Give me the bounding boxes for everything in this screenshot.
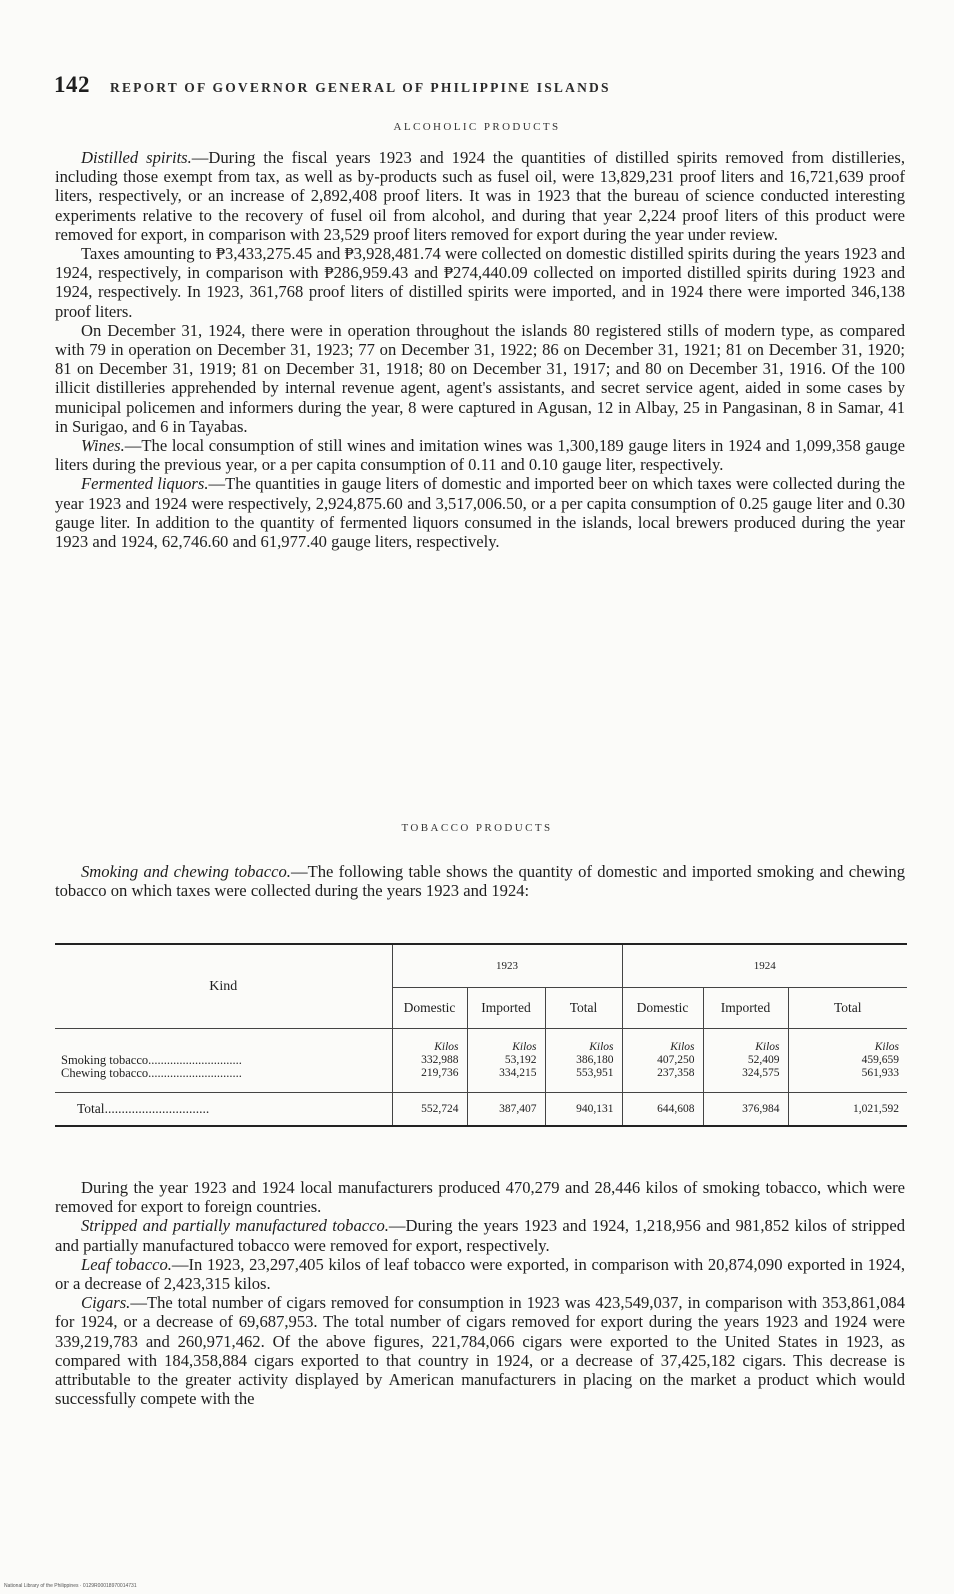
units-row bbox=[55, 1029, 907, 1055]
tobacco-section-body bbox=[55, 1178, 905, 1408]
unit-label: Kilos bbox=[788, 1029, 907, 1055]
column-header-year-1923: 1923 bbox=[392, 945, 622, 988]
column-header-imported: Imported bbox=[467, 988, 545, 1029]
table-cell bbox=[55, 1029, 392, 1055]
paragraph-smoking-chewing bbox=[55, 862, 905, 900]
run-in-heading: Cigars. bbox=[81, 1293, 131, 1313]
unit-label: Kilos bbox=[622, 1029, 703, 1055]
unit-label: Kilos bbox=[392, 1029, 467, 1055]
paragraph-text: —During the years 1923 and 1924, 1,218,956 and 981,852 kilos of stripped and partially manufactured tobacco were removed for export, respectively. bbox=[55, 1216, 905, 1255]
paragraph-text: —In 1923, 23,297,405 kilos of leaf tobacco were exported, in comparison with 20,874,090 exported in 1924, or a decrease of 2,423,315 kilos. bbox=[55, 1254, 905, 1294]
paragraph-text: —The local consumption of still wines and imitation wines was 1,300,189 gauge liters in 1924 and 1,099,358 gauge liters during the previous year, or a per capita consumption of 0.11 and 0.10 gauge liter, respectively. bbox=[55, 436, 905, 475]
table-cell: 407,250 bbox=[622, 1054, 703, 1067]
run-in-heading: Wines. bbox=[81, 436, 125, 456]
paragraph-stripped-tobacco bbox=[55, 1216, 905, 1254]
run-in-heading: Distilled spirits. bbox=[81, 148, 192, 167]
total-cell: 644,608 bbox=[622, 1093, 703, 1126]
column-header-imported: Imported bbox=[703, 988, 788, 1029]
paragraph-cigars bbox=[55, 1293, 905, 1408]
run-in-heading: Stripped and partially manufactured tobacco. bbox=[81, 1216, 389, 1236]
tobacco-intro bbox=[55, 862, 905, 900]
table-cell: 219,736 bbox=[392, 1067, 467, 1093]
paragraph-fermented-liquors bbox=[55, 474, 905, 551]
unit-label: Kilos bbox=[467, 1029, 545, 1055]
row-label: Chewing tobacco.............................. bbox=[61, 1067, 242, 1080]
section-heading-alcoholic: ALCOHOLIC PRODUCTS bbox=[393, 121, 561, 133]
scan-footer: National Library of the Philippines · 0129R00018970014731 bbox=[4, 1583, 137, 1589]
table-cell: 553,951 bbox=[545, 1067, 622, 1093]
run-in-heading: Smoking and chewing tobacco. bbox=[81, 862, 291, 881]
column-header-domestic: Domestic bbox=[392, 988, 467, 1029]
paragraph-text: —The quantities in gauge liters of domestic and imported beer on which taxes were collected during the year 1923 and 1924 were respectively, 2,924,875.60 and 3,517,006.50, or a per capita consumption of 0.25 gauge liter and 0.30 gauge liter. In addition to the quantity of fermented liquors consumed in the islands, local brewers produced during the year 1923 and 1924, 62,746.60 and 61,977.40 gauge liters, respectively. bbox=[55, 474, 906, 552]
paragraph-text: —The following table shows the quantity of domestic and imported smoking and chewing tobacco on which taxes were collected during the years 1923 and 1924: bbox=[55, 862, 905, 901]
table-cell: 332,988 bbox=[392, 1054, 467, 1067]
table-cell: 237,358 bbox=[622, 1067, 703, 1093]
running-title: REPORT OF GOVERNOR GENERAL OF PHILIPPINE ISLANDS bbox=[110, 80, 611, 95]
column-header-domestic: Domestic bbox=[622, 988, 703, 1029]
table-cell: 324,575 bbox=[703, 1067, 788, 1093]
table-cell: 53,192 bbox=[467, 1054, 545, 1067]
column-header-total: Total bbox=[545, 988, 622, 1029]
page-header bbox=[54, 72, 904, 98]
total-cell: 376,984 bbox=[703, 1093, 788, 1126]
total-cell: 387,407 bbox=[467, 1093, 545, 1126]
total-cell: 552,724 bbox=[392, 1093, 467, 1126]
paragraph-text: —The total number of cigars removed for consumption in 1923 was 423,549,037, in comparison with 353,861,084 for 1924, or a decrease of 69,687,953. The total number of cigars removed for export during the years 1923 and 1924 were 339,219,783 and 260,971,462. Of the above figures, 221,784,066 cigars were exported to the United States in 1923, as compared with 184,358,884 cigars exported to that country in 1924, or a decrease of 37,425,182 cigars. This decrease is attributable to the greater activity displayed by American manufacturers in placing on the market a product which would successfully compete with the bbox=[55, 1293, 905, 1409]
unit-label: Kilos bbox=[703, 1029, 788, 1055]
column-header-total: Total bbox=[788, 988, 907, 1029]
total-row bbox=[55, 1093, 907, 1126]
paragraph-text: —During the fiscal years 1923 and 1924 the quantities of distilled spirits removed from distilleries, including those exempt from tax, as well as by-products such as fusel oil, were 13,829,231 proof liters and 16,721,639 proof liters, respectively, or an increase of 2,892,408 proof liters. It was in 1923 that the bureau of science conducted interesting experiments relative to the recovery of fusel oil from alcohol, and during that year 2,224 proof liters of this product were removed for export, in comparison with 23,529 proof liters removed for export during the year under review. bbox=[55, 148, 905, 244]
table-cell: 334,215 bbox=[467, 1067, 545, 1093]
total-cell: 1,021,592 bbox=[788, 1093, 907, 1126]
paragraph-taxes: Taxes amounting to ₱3,433,275.45 and ₱3,928,481.74 were collected on domestic distilled spirits during the years 1923 and 1924, respectively, in comparison with ₱286,959.43 and ₱274,440.09 collected on imported distilled spirits during 1923 and 1924, respectively. In 1923, 361,768 proof liters of distilled spirits were imported, and in 1924 there were imported 346,138 proof liters. bbox=[55, 244, 905, 321]
column-header-kind: Kind bbox=[55, 945, 392, 1029]
page-number: 142 bbox=[54, 72, 90, 97]
unit-label: Kilos bbox=[545, 1029, 622, 1055]
section-heading-tobacco: TOBACCO PRODUCTS bbox=[401, 822, 553, 834]
tobacco-table bbox=[55, 943, 907, 1127]
total-cell: 940,131 bbox=[545, 1093, 622, 1126]
table-row bbox=[55, 1054, 907, 1067]
row-label: Smoking tobacco.............................. bbox=[61, 1054, 242, 1067]
paragraph-leaf-tobacco bbox=[55, 1255, 905, 1293]
run-in-heading: Fermented liquors. bbox=[81, 474, 209, 494]
table-cell: 459,659 bbox=[788, 1054, 907, 1067]
alcoholic-section-body bbox=[55, 148, 905, 551]
run-in-heading: Leaf tobacco. bbox=[81, 1254, 172, 1274]
paragraph-wines bbox=[55, 436, 905, 474]
table-cell: 386,180 bbox=[545, 1054, 622, 1067]
table-cell: 52,409 bbox=[703, 1054, 788, 1067]
total-label: Total............................... bbox=[55, 1093, 392, 1126]
paragraph-distilled-spirits bbox=[55, 148, 905, 244]
column-header-year-1924: 1924 bbox=[622, 945, 907, 988]
table-cell: 561,933 bbox=[788, 1067, 907, 1093]
paragraph-local-manufacturers: During the year 1923 and 1924 local manufacturers produced 470,279 and 28,446 kilos of smoking tobacco, which were removed for export to foreign countries. bbox=[55, 1178, 905, 1217]
paragraph-stills: On December 31, 1924, there were in operation throughout the islands 80 registered stills of modern type, as compared with 79 in operation on December 31, 1923; 77 on December 31, 1922; 86 on December 31, 1921; 81 on December 31, 1920; 81 on December 31, 1919; 81 on December 31, 1918; 80 on December 31, 1917; and 80 on December 31, 1916. Of the 100 illicit distilleries apprehended by internal revenue agent, agent's assistants, and secret service agent, aided in some cases by municipal policemen and informers during the year, 8 were captured in Agusan, 12 in Albay, 25 in Pangasinan, 8 in Samar, 41 in Surigao, and 6 in Tayabas. bbox=[55, 320, 905, 436]
table-row bbox=[55, 1067, 907, 1093]
